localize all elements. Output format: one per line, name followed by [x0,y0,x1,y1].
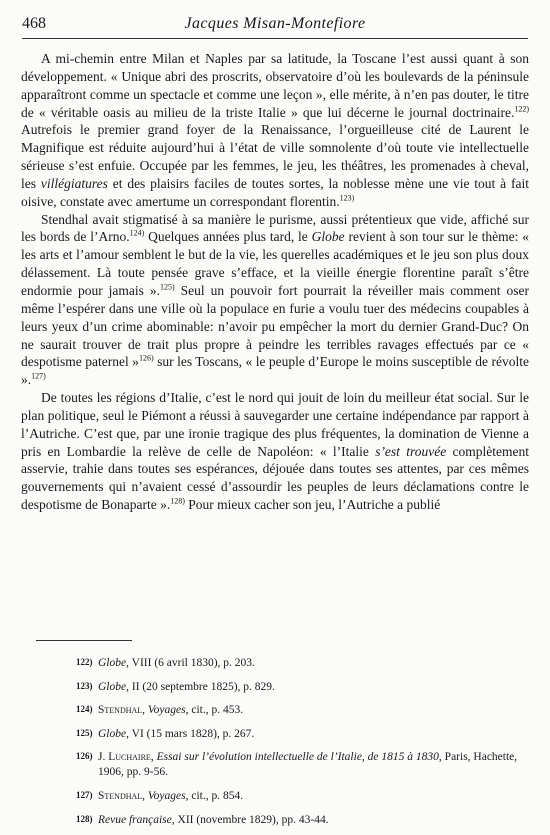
footnote-number: 124) [76,704,93,715]
text-run: complètement asservie, trahie dans toutes ses espérances, déjouée dans toutes ses attentes, par ces mêmes gouvernements qui n’avaient cessé d’assourdir les peuples de leurs déclamations contre le despotisme de Bonaparte ». [21,443,529,513]
paragraph [21,389,529,514]
footnote-ref: 126) [138,353,154,363]
text-run: , XII (novembre 1829), pp. 43-44. [171,813,329,826]
text-run: Autrefois le premier grand foyer de la Renaissance, l’orgueilleuse cité de Laurent le Magnifique est réduite aujourd’hui à l’état de ville somnolente d’où toute vie intellectuelle sérieuse s’est enfuie. Occupée par les femmes, le jeu, les théâtres, les promenades à cheval, les [21,122,529,191]
footnote-ref: 125) [160,282,175,292]
text-run: A mi-chemin entre Milan et Naples par sa latitude, la Toscane l’est aussi quant à son développement. « Unique abri des proscrits, observatoire d’où les boulevards de la péninsule apparaîtront comme un spectacle et comme une leçon », elle mérite, à n’en pas douter, le titre de « véritable oasis au milieu de la triste Italie » que lui décerne le journal doctrinaire. [21,51,529,120]
text-run: , [142,789,148,802]
footnote [76,702,521,718]
footnote-text [98,704,243,716]
text-run: sur les Toscans, « le peuple d’Europe le moins susceptible de révolte ». [21,354,529,388]
text-run: revient à son tour sur le thème: « les arts et l’amour semblent le but de la vie, les querelles académiques et le jeu son plus doux délassement. Là toute pensée grave s’efface, et la vieille énergie florentine paraît s’être endormie pour jamais ». [21,229,530,298]
text-run: Essai sur l’évolution intellectuelle de l’Italie, de 1815 à 1830 [156,751,439,764]
text-run: , Paris, Hachette, 1906, pp. 9-56. [98,751,518,779]
footnote-rule [36,640,132,641]
footnote-number: 123) [76,680,93,691]
header-rule [22,38,528,39]
text-run: Stendhal [98,704,143,717]
text-run: Stendhal avait stigmatisé à sa manière le purisme, aussi prétentieux que vide, affiché sur les bords de l’Arno. [21,211,529,245]
text-run: Globe [98,727,127,740]
footnote-number: 126) [76,751,93,762]
footnote-number: 122) [76,657,93,667]
text-run: Revue française [98,813,172,826]
footnote-ref: 122) [514,104,529,114]
text-run: Voyages [147,789,186,802]
footnote [76,749,521,780]
footnote-number: 127) [76,789,93,800]
text-run: Globe [98,657,127,669]
text-run: Seul un pouvoir fort pourrait la réveiller mais comment oser même l’espérer dans une ville où la populace en furie a voulu tuer des médecins coupables à leurs yeux d’un crime abominable: n’avoir pu empêcher la mort du dernier Grand-Duc? On ne saurait trouver de trait plus propre à peindre les terribles ravages effectués par ce « despotisme paternel » [21,282,529,370]
text-run: s’est trouvée [375,443,447,459]
text-run: et des plaisirs faciles de toutes sortes, la noblesse mène une vie tout à fait oisive, constate avec amertume un correspondant florentin. [21,175,529,209]
running-title: Jacques Misan-Montefiore [184,15,366,32]
text-run: , II (20 septembre 1825), p. 829. [126,680,275,693]
footnote [76,812,521,828]
text-run: Pour mieux cacher son jeu, l’Autriche a publié [184,497,441,513]
text-run: villégiatures [40,175,108,191]
text-run: , VI (15 mars 1828), p. 267. [126,727,255,740]
text-run: , VIII (6 avril 1830), p. 203. [126,657,255,669]
text-run: Quelques années plus tard, le [144,229,312,245]
footnote [76,726,521,742]
text-run: J. [98,751,109,764]
text-run: Globe [98,680,127,693]
text-run: De toutes les régions d’Italie, c’est le nord qui jouit de loin du meilleur état social. Sur le plan politique, seul le Piémont a réussi à sauvegarder une certaine indépendance par rapport à l’Autriche. C’est que, par une ironie tragique des plus fréquentes, la domination de Vienne a pris en Lombardie la relève de celle de Napoléon: « l’Italie [21,390,529,459]
footnote-ref: 128) [170,496,185,506]
text-run: Luchaire [108,751,151,764]
page-number: 468 [22,15,46,32]
main-text [21,50,529,514]
text-run: Voyages [147,704,186,717]
paragraph [21,50,529,211]
footnote-ref: 124) [129,228,145,238]
text-run: Globe [311,229,345,245]
text-run: , cit., p. 854. [185,789,244,802]
footnote [76,655,521,671]
text-run: , cit., p. 453. [185,704,244,717]
footnote [76,788,521,804]
footnote [76,679,521,695]
text-run: , [150,751,157,764]
text-run: Stendhal [98,789,143,802]
footnote-number: 125) [76,727,93,738]
footnotes [76,655,521,835]
running-header [22,13,528,35]
footnote-number: 128) [76,813,93,824]
footnote-text [98,728,254,740]
footnote-text [98,790,243,802]
footnote-ref: 127) [31,371,46,381]
footnote-text [98,681,275,693]
footnote-text [98,751,517,778]
footnote-ref: 123) [339,193,355,203]
footnote-text [98,657,255,669]
text-run: , [142,704,148,717]
paragraph [21,211,529,389]
